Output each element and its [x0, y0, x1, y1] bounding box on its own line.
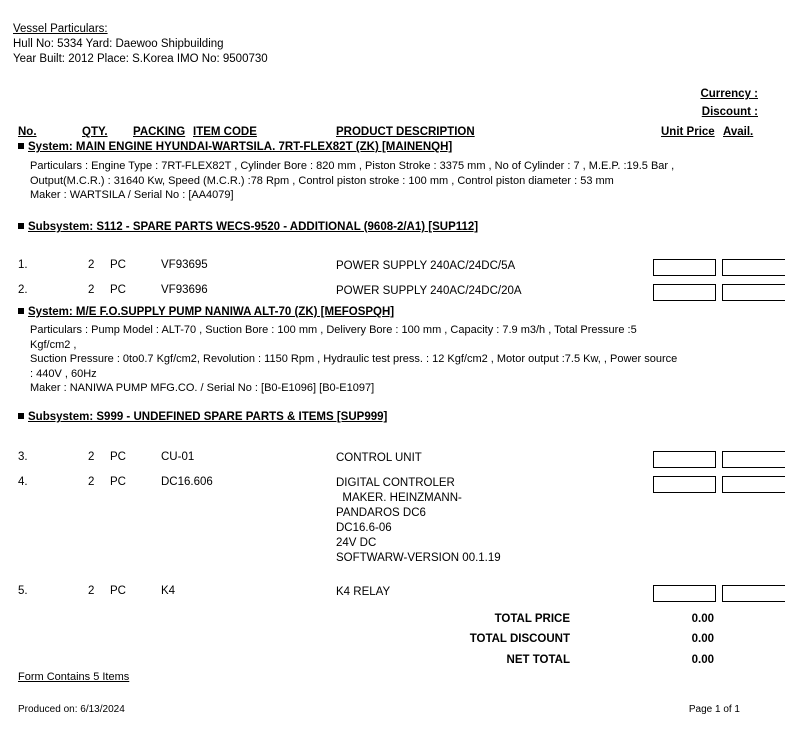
column-header-item-code: ITEM CODE [193, 126, 257, 138]
vessel-year-place-line: Year Built: 2012 Place: S.Korea IMO No: 9500730 [13, 53, 268, 65]
total-price-value: 0.00 [691, 613, 714, 625]
square-bullet-icon [18, 308, 24, 314]
item-description-line: 24V DC [336, 537, 377, 549]
produced-on-label: Produced on: 6/13/2024 [18, 704, 125, 715]
item-qty: 2 [88, 585, 95, 597]
particulars-line: Suction Pressure : 0to0.7 Kgf/cm2, Revolution : 1150 Rpm , Hydraulic test press. : 12 Kgf/cm2 , Motor output :7.5 Kw, , Power source [30, 353, 678, 365]
page-number-label: Page 1 of 1 [688, 704, 740, 715]
column-header-packing: PACKING [133, 126, 186, 138]
system-heading-mainengqh [18, 141, 768, 153]
item-description: CONTROL UNIT [336, 452, 422, 464]
item-code: DC16.606 [161, 476, 213, 488]
item-qty: 2 [88, 284, 95, 296]
total-discount-label: TOTAL DISCOUNT [469, 633, 570, 645]
column-header-avail: Avail. [723, 126, 754, 138]
item-qty: 2 [88, 451, 95, 463]
total-discount-value: 0.00 [691, 633, 714, 645]
particulars-line: Particulars : Engine Type : 7RT-FLEX82T , Cylinder Bore : 820 mm , Piston Stroke : 3375 mm , No of Cylinder : 7 , M.E.P. :19.5 Bar , [30, 160, 675, 172]
item-qty: 2 [88, 259, 95, 271]
item-no: 2. [18, 284, 28, 296]
item-code: VF93696 [161, 284, 208, 296]
item-description: K4 RELAY [336, 586, 391, 598]
particulars-line: Particulars : Pump Model : ALT-70 , Suction Bore : 100 mm , Delivery Bore : 100 mm , Capacity : 7.9 m3/h , Total Pressure :5 [30, 324, 637, 336]
table-column-headers [0, 126, 785, 140]
total-price-label: TOTAL PRICE [494, 613, 570, 625]
unit-price-input[interactable] [653, 259, 716, 276]
particulars-line: Output(M.C.R.) : 31640 Kw, Speed (M.C.R.) :78 Rpm , Control piston stroke : 100 mm , Control piston diameter : 53 mm [30, 174, 614, 187]
item-qty: 2 [88, 476, 95, 488]
square-bullet-icon [18, 223, 24, 229]
item-no: 5. [18, 585, 28, 597]
subsystem-heading-text: Subsystem: S112 - SPARE PARTS WECS-9520 - ADDITIONAL (9608-2/A1) [SUP112] [28, 221, 479, 233]
item-code: CU-01 [161, 451, 195, 463]
vessel-hull-yard-line: Hull No: 5334 Yard: Daewoo Shipbuilding [13, 38, 224, 50]
discount-label: Discount : [701, 106, 758, 118]
square-bullet-icon [18, 143, 24, 149]
item-code: VF93695 [161, 259, 208, 271]
particulars-line: : 440V , 60Hz [30, 367, 97, 380]
item-description-line: DC16.6-06 [336, 522, 392, 534]
currency-label-row [0, 88, 758, 100]
avail-input[interactable] [722, 284, 785, 301]
item-packing: PC [110, 259, 126, 271]
item-packing: PC [110, 451, 126, 463]
system-heading-text: System: M/E F.O.SUPPLY PUMP NANIWA ALT-70 (ZK) [MEFOSPQH] [28, 306, 395, 318]
avail-input[interactable] [722, 476, 785, 493]
avail-input[interactable] [722, 259, 785, 276]
particulars-line: Maker : WARTSILA / Serial No : [AA4079] [30, 189, 234, 201]
unit-price-input[interactable] [653, 585, 716, 602]
item-packing: PC [110, 476, 126, 488]
discount-label-row [0, 106, 758, 118]
form-contains-label: Form Contains 5 Items [18, 671, 130, 683]
subsystem-heading-text: Subsystem: S999 - UNDEFINED SPARE PARTS & ITEMS [SUP999] [28, 411, 388, 423]
particulars-line: Kgf/cm2 , [30, 338, 77, 351]
item-description [336, 476, 501, 566]
subsystem-heading-sup112 [18, 221, 768, 233]
item-description-line: DIGITAL CONTROLER [336, 477, 455, 489]
column-header-description: PRODUCT DESCRIPTION [336, 126, 475, 138]
column-header-qty: QTY. [82, 126, 108, 138]
system1-particulars [30, 159, 770, 203]
column-header-unit-price: Unit Price [661, 126, 715, 138]
item-packing: PC [110, 585, 126, 597]
square-bullet-icon [18, 413, 24, 419]
system-heading-mefospqh [18, 306, 768, 318]
avail-input[interactable] [722, 451, 785, 468]
net-total-value: 0.00 [691, 654, 714, 666]
item-description: POWER SUPPLY 240AC/24DC/20A [336, 285, 522, 297]
item-no: 4. [18, 476, 28, 488]
currency-label: Currency : [700, 88, 758, 100]
vessel-particulars-block [13, 22, 268, 67]
item-packing: PC [110, 284, 126, 296]
item-description-line: MAKER. HEINZMANN- [336, 492, 462, 504]
unit-price-input[interactable] [653, 284, 716, 301]
item-description-line: SOFTWARW-VERSION 00.1.19 [336, 552, 501, 564]
item-no: 1. [18, 259, 28, 271]
system-heading-text: System: MAIN ENGINE HYUNDAI-WARTSILA. 7RT-FLEX82T (ZK) [MAINENQH] [28, 141, 453, 153]
item-description: POWER SUPPLY 240AC/24DC/5A [336, 260, 516, 272]
item-no: 3. [18, 451, 28, 463]
vessel-particulars-title: Vessel Particulars: [13, 23, 108, 35]
item-code: K4 [161, 585, 176, 597]
column-header-no: No. [18, 126, 37, 138]
unit-price-input[interactable] [653, 476, 716, 493]
particulars-line: Maker : NANIWA PUMP MFG.CO. / Serial No : [B0-E1096] [B0-E1097] [30, 382, 375, 394]
net-total-label: NET TOTAL [506, 654, 570, 666]
unit-price-input[interactable] [653, 451, 716, 468]
item-description-line: PANDAROS DC6 [336, 507, 426, 519]
avail-input[interactable] [722, 585, 785, 602]
subsystem-heading-sup999 [18, 411, 768, 423]
system2-particulars [30, 323, 770, 396]
